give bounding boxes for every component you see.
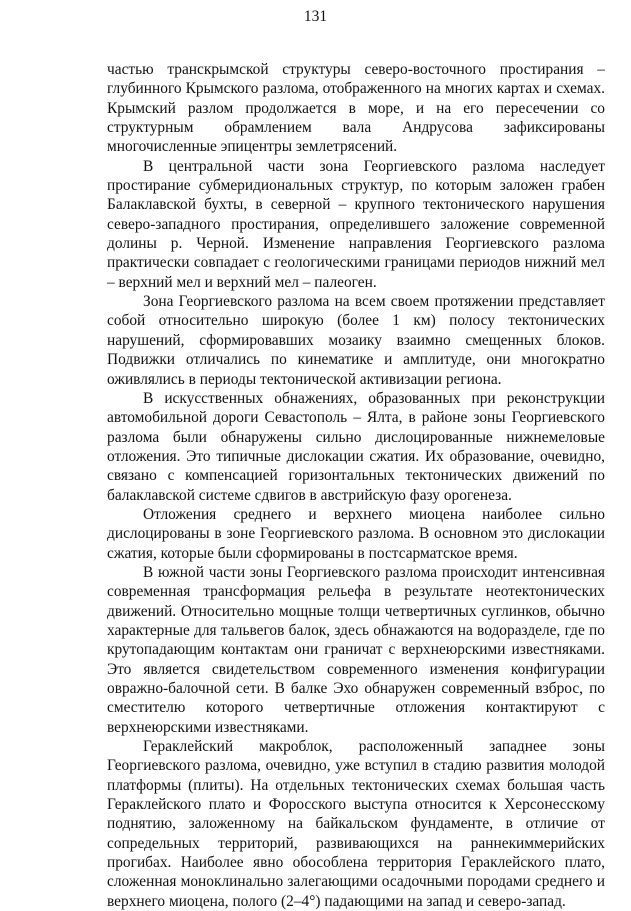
paragraph-heraclean-macroblock: Гераклейский макроблок, расположенный западнее зоны Георгиевского разлома, очевидно, уже вступил в стадию развития молодой платформы (плиты). На отдельных тектонических схемах большая часть Гераклейского плато и Форосского выступа относится к Херсонесскому поднятию, заложенному на байкальском фундаменте, в отличие от сопредельных территорий, развивающихся на раннекиммерийских прогибах. Наиболее явно обособлена территория Гераклейского плато, сложенная моноклинально залегающими осадочными породами среднего и верхнего миоцена, полого (2–4°) падающими на запад и северо-запад. xyxy=(107,738,605,910)
paragraph-artificial-outcrops: В искусственных обнажениях, образованных при реконструкции автомобильной дороги Севастополь – Ялта, в районе зоны Георгиевского разлома были обнаружены сильно дислоцированные нижнемеловые отложения. Это типичные дислокации сжатия. Их образование, очевидно, связано с компенсацией горизонтальных тектонических движений по балаклавской системе сдвигов в австрийскую фазу орогенеза. xyxy=(107,389,605,504)
paragraph-crimean-fault: частью транскрымской структуры северо-восточного простирания – глубинного Крымского разлома, отображенного на многих картах и схемах. Крымский разлом продолжается в море, и на его пересечении со структурным обрамлением вала Андрусова зафиксированы многочисленные эпицентры землетрясений. xyxy=(107,61,605,156)
document-body xyxy=(107,60,605,911)
paragraph-miocene-deposits: Отложения среднего и верхнего миоцена наиболее сильно дислоцированы в зоне Георгиевского разлома. В основном это дислокации сжатия, которые были сформированы в постсарматское время. xyxy=(107,505,605,562)
paragraph-fault-zone-width: Зона Георгиевского разлома на всем своем протяжении представляет собой относительно широкую (более 1 км) полосу тектонических нарушений, сформировавших мозаику взаимно смещенных блоков. Подвижки отличались по кинематике и амплитуде, они многократно оживлялись в периоды тектонической активизации региона. xyxy=(107,293,605,388)
page-number: 131 xyxy=(303,8,328,25)
paragraph-southern-zone: В южной части зоны Георгиевского разлома происходит интенсивная современная трансформация рельефа в результате неотектонических движений. Относительно мощные толщи четвертичных суглинков, обычно характерные для тальвегов балок, здесь обнажаются на водоразделе, где по крутопадающим контактам они граничат с верхнеюрскими известняками. Это является свидетельством современного изменения конфигурации овражно-балочной сети. В балке Эхо обнаружен современный взброс, по сместителю которого четвертичные отложения контактируют с верхнеюрскими известняками. xyxy=(107,563,605,736)
paragraph-central-zone: В центральной части зона Георгиевского разлома наследует простирание субмеридиональных структур, по которым заложен грабен Балаклавской бухты, в северной – крупного тектонического нарушения северо-западного простирания, определившего заложение современной долины р. Черной. Изменение направления Георгиевского разлома практически совпадает с геологическими границами периодов нижний мел – верхний мел и верхний мел – палеоген. xyxy=(107,157,605,291)
